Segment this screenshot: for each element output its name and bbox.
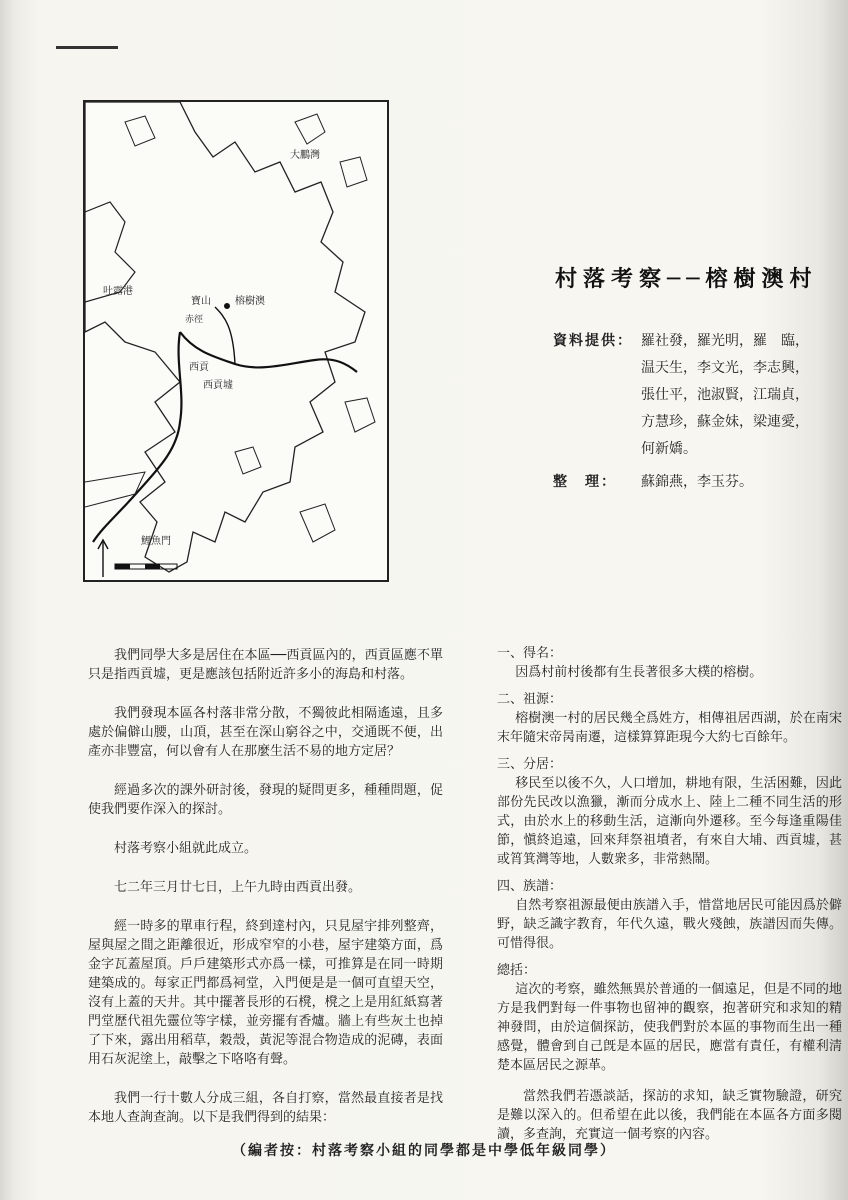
map-label-saikung: 西貢 xyxy=(189,362,209,373)
credits-data-line: 方慧珍，蘇金妹，梁連愛， xyxy=(641,414,809,430)
credits-data-label: 資料提供： xyxy=(553,333,633,349)
left-column xyxy=(88,646,443,1139)
credits-data-line: 張仕平，池淑賢，江瑞貞， xyxy=(641,387,809,403)
island xyxy=(235,447,261,474)
article-title: 村落考察──榕樹澳村 xyxy=(555,266,818,292)
section-summary xyxy=(497,961,842,1144)
island xyxy=(125,116,155,146)
section-genealogy xyxy=(497,877,842,953)
section-body: 榕樹澳一村的居民幾全爲姓方，相傳祖居西湖，於在南宋末年隨宋帝昺南遷，這樣算算距現今大約七百餘年。 xyxy=(497,711,842,745)
credits-row xyxy=(553,384,845,411)
paragraph: 經一時多的單車行程，終到達村內，只見屋宇排列整齊，屋與屋之間之距離很近，形成窄窄的小巷，屋宇建築方面，爲金字瓦蓋屋頂。戶戶建築形式亦爲一樣，可推算是在同一時期建築成的。每家正門都爲祠堂，入門便是是一個可直望天空，沒有上蓋的天井。其中擺著長形的石櫈，櫈之上是用紅紙寫著門堂歷代祖先靈位等字樣，並旁擺有香爐。牆上有些灰土也掉了下來，露出用稻草，穀殼，黃泥等混合物造成的泥磚，表面用石灰泥塗上，敲擊之下咯咯有聲。 xyxy=(88,919,443,1067)
map-label-lyemun: 鯉魚門 xyxy=(141,536,171,547)
map-label-saikung-market: 西貢墟 xyxy=(203,380,233,391)
credits-row xyxy=(553,357,845,384)
section-body: 這次的考察，雖然無異於普通的一個遠足，但是不同的地方是我們對每一件事物也留神的觀察，抱著研究和求知的精神發問，由於這個探訪，使我們對於本區的事物而生出一種感覺，體會到自己旣是本區的居民，應當有責任，有權利淸楚本區居民之源革。 xyxy=(497,982,842,1073)
map-label-tolo: 吐露港 xyxy=(103,286,133,297)
section-name xyxy=(497,644,842,682)
island xyxy=(300,504,335,542)
right-column xyxy=(497,644,842,1152)
paragraph: 七二年三月廿七日，上午九時由西貢出發。 xyxy=(114,880,362,895)
map-figure xyxy=(83,100,389,582)
paragraph: 經過多次的課外研討後，發現的疑問更多，種種問題，促使我們要作深入的探討。 xyxy=(88,783,443,817)
scale-bar-segment xyxy=(115,564,130,569)
credits-row xyxy=(553,471,845,498)
section-heading: 二、祖源： xyxy=(497,692,563,707)
island xyxy=(295,114,325,144)
credits-edit-value: 蘇錦燕，李玉芬。 xyxy=(641,474,753,490)
paragraph: 村落考察小組就此成立。 xyxy=(114,841,258,856)
credits-data-line: 温天生，李文光，李志興， xyxy=(641,360,809,376)
map-drawing xyxy=(85,102,387,580)
section-origin xyxy=(497,690,842,747)
editor-note: （編者按：村落考察小組的同學都是中學低年級同學） xyxy=(232,1143,616,1159)
paragraph: 我們發現本區各村落非常分散，不獨彼此相隔遙遠，且多處於偏僻山腰，山頂，甚至在深山窮谷之中，交通既不便，出產亦非豐富，何以會有人在那麼生活不易的地方定居？ xyxy=(88,706,443,759)
credits-data-line: 羅社發，羅光明，羅 臨， xyxy=(641,333,809,349)
section-body: 當然我們若憑談話，探訪的求知，缺乏實物驗證，研究是難以深入的。但希望在此以後，我們能在本區各方面多閱讀，多查詢，充實這一個考察的內容。 xyxy=(497,1089,842,1142)
village-marker xyxy=(224,303,230,309)
section-heading: 總括： xyxy=(497,963,537,978)
credits-row xyxy=(553,330,845,357)
map-label-pozhan: 寶山 xyxy=(191,296,211,307)
map-label-village: 榕樹澳 xyxy=(235,296,265,307)
section-body: 因爲村前村後都有生長著很多大樸的榕樹。 xyxy=(515,665,763,680)
map-label-chekking: 赤徑 xyxy=(185,315,204,325)
credits-edit-label: 整 理： xyxy=(553,474,617,490)
road-branch xyxy=(215,307,235,364)
section-body: 移民至以後不久，人口增加，耕地有限，生活困難，因此部份先民改以漁獵，漸而分成水上、陸上二種不同生活的形式，由於水上的移動生活，這漸向外遷移。至今每逢重陽佳節，愼終追遠，回來拜祭祖墳者，有來自大埔、西貢墟，甚或筲箕灣等地，人數衆多，非常熱鬧。 xyxy=(497,776,842,867)
coastline xyxy=(85,102,365,572)
top-rule xyxy=(56,46,118,49)
section-heading: 四、族譜： xyxy=(497,879,563,894)
section-dispersal xyxy=(497,755,842,869)
harbour-coast xyxy=(85,472,145,507)
section-heading: 一、得名： xyxy=(497,646,563,661)
paragraph: 我們一行十數人分成三組，各自打察，當然最直接者是找本地人查詢查詢。以下是我們得到的結果： xyxy=(88,1091,443,1125)
island xyxy=(345,398,375,432)
scale-bar-segment xyxy=(145,564,160,569)
credits-row xyxy=(553,411,845,438)
credits-data-line: 何新嬌。 xyxy=(641,441,697,457)
section-heading: 三、分居： xyxy=(497,757,563,772)
credits-block xyxy=(553,330,845,498)
section-body: 自然考察祖源最便由族譜入手，惜當地居民可能因爲於僻野，缺乏識字教育，年代久遠，戰火殘蝕，族譜因而失傳。可惜得很。 xyxy=(497,898,842,951)
credits-row xyxy=(553,438,845,465)
paragraph: 我們同學大多是居住在本區──西貢區內的，西貢區應不單只是指西貢墟，更是應該包括附近許多小的海島和村落。 xyxy=(88,648,443,682)
island xyxy=(340,157,367,187)
map-label-bay: 大鵬灣 xyxy=(290,150,320,161)
